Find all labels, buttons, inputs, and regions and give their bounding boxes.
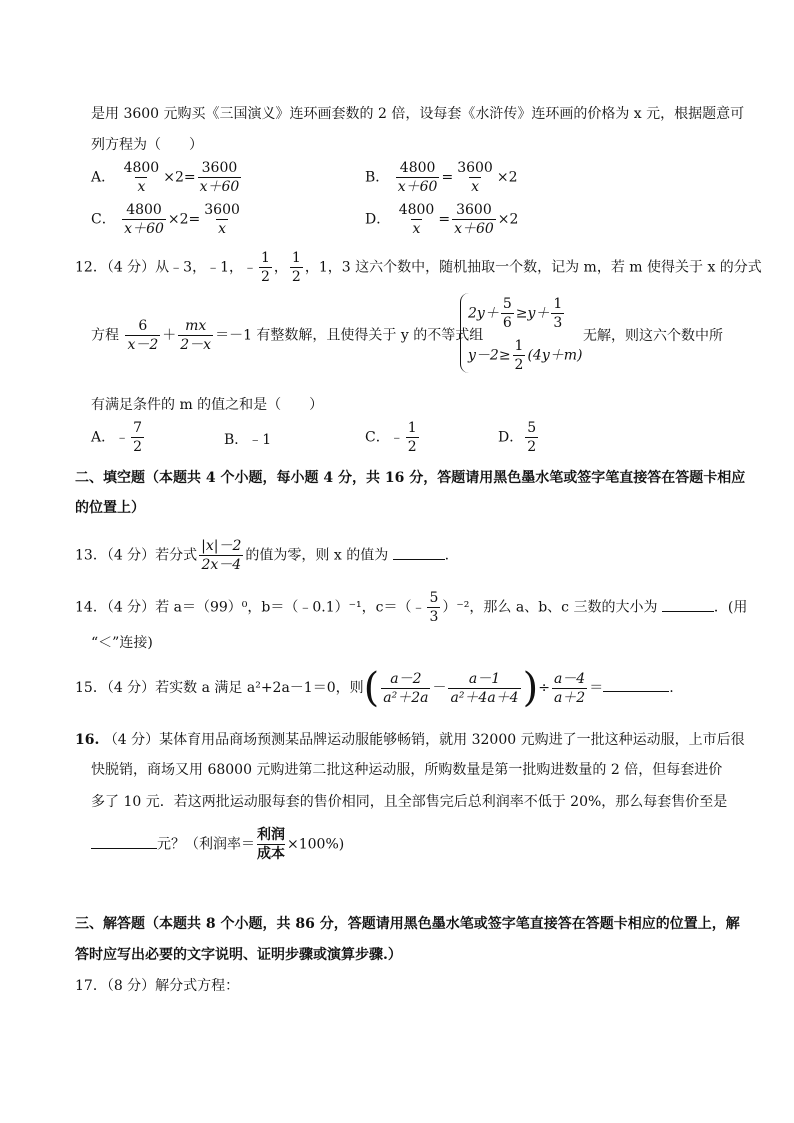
fraction: $\frac{4800}{x+60}$ (124, 202, 164, 237)
fraction: $\frac{1}{2}$ (291, 250, 301, 285)
fraction: $\frac{1}{2}$ (261, 250, 270, 285)
fraction: $\frac{3600}{x+60}$ (454, 202, 494, 237)
q14-line2: “＜”连接) (91, 635, 153, 651)
fraction: $\frac{3600}{x+60}$ (199, 160, 240, 195)
q11-option-d: D． $\frac{4800}{x}$ = $\frac{3600}{x+60}$ ×2 (365, 202, 519, 237)
q11-option-b: B． $\frac{4800}{x+60}$ = $\frac{3600}{x}$ ×2 (365, 160, 518, 195)
fraction: $\frac{6}{x-2}$ (127, 318, 159, 353)
answer-blank[interactable] (603, 677, 669, 692)
inequality-row-1: 2y＋ $\frac{5}{6}$ ≥y＋ $\frac{1}{3}$ (468, 296, 563, 331)
fraction: $\frac{4800}{x}$ (398, 202, 435, 237)
fraction: $\frac{4800}{x+60}$ (397, 160, 438, 195)
q12-option-d: D． $\frac{5}{2}$ (498, 420, 537, 455)
fraction: $\frac{a-1}{\text{a²＋4a＋4}}$ (450, 670, 519, 706)
fraction: $\frac{3600}{x}$ (204, 202, 240, 237)
q17: 17．（8 分）解分式方程： (75, 978, 240, 994)
fraction: $\frac{1}{2}$ (514, 338, 524, 373)
q16-line4: 元？（利润率＝ $\frac{\text{利润}}{\text{成本}}$ ×100%) (91, 826, 344, 863)
fraction: $\frac{7}{2}$ (133, 420, 143, 455)
q16-line3: 多了 10 元．若这两批运动服每套的售价相同，且全部售完后总利润率不低于 20%，那么每套售价至是 (91, 794, 728, 810)
q12-line2: 方程 $\frac{6}{x-2}$ ＋ $\frac{mx}{2-x}$ ＝－1 有整数解，且使得关于 y 的不等式组 (91, 318, 484, 353)
section2-heading-line2: 的位置上） (75, 500, 145, 516)
section3-heading-line1: 三、解答题（本题共 8 个小题，共 86 分，答题请用黑色墨水笔或签字笔直接答在答题卡相应的位置上，解 (75, 916, 740, 932)
q11-line2: 列方程为（ ） (91, 137, 203, 153)
q16-line1: 16. （4 分）某体育用品商场预测某品牌运动服能够畅销，就用 32000 元购进了一批这种运动服，上市后很 (75, 732, 745, 748)
q12-option-c: C．﹣ $\frac{1}{2}$ (365, 420, 417, 455)
fraction: $\frac{|x|-2}{2x-4}$ (201, 538, 242, 573)
fraction: $\frac{5}{6}$ (502, 296, 512, 331)
fraction: $\frac{a-2}{\text{a²＋2a}}$ (383, 670, 429, 706)
answer-blank[interactable] (91, 834, 157, 849)
q15: 15．（4 分）若实数 a 满足 a²+2a－1＝0，则( $\frac{a-2}{\text{a²＋2a}}$ － $\frac{a-1}{\text{a²＋4a＋4}}$ )÷ $\frac{a-4}{a+2}$ ＝ . (75, 665, 674, 711)
fraction: $\frac{1}{2}$ (407, 420, 417, 455)
fraction: $\frac{mx}{2-x}$ (180, 318, 212, 353)
section3-heading-line2: 答时应写出必要的文字说明、证明步骤或演算步骤.） (75, 947, 402, 963)
section2-heading-line1: 二、填空题（本题共 4 个小题，每小题 4 分，共 16 分，答题请用黑色墨水笔或签字笔直接答在答题卡相应 (75, 470, 746, 486)
q11-line1: 是用 3600 元购买《三国演义》连环画套数的 2 倍，设每套《水浒传》连环画的价格为 x 元，根据题意可 (91, 106, 745, 122)
q12-line1: 12．（4 分）从﹣3，﹣1，﹣ $\frac{1}{2}$ ， $\frac{1}{2}$ ，1，3 这六个数中，随机抽取一个数，记为 m，若 m 使得关于 x 的分式 (75, 250, 762, 285)
q12-line3: 有满足条件的 m 的值之和是（ ） (91, 397, 324, 413)
q12-after-text: 无解，则这六个数中所 (583, 328, 723, 344)
fraction: $\frac{3600}{x}$ (457, 160, 493, 195)
q14-line1: 14．（4 分）若 a＝（99）⁰，b＝（﹣0.1）⁻¹，c＝（﹣ $\frac{5}{3}$ ）⁻²，那么 a、b、c 三数的大小为 ．(用 (75, 590, 748, 625)
fraction: $\frac{\text{利润}}{\text{成本}}$ (257, 827, 285, 862)
fraction: $\frac{1}{3}$ (553, 296, 563, 331)
q16-line2: 快脱销，商场又用 68000 元购进第二批这种运动服，所购数量是第一批购进数量的 2 倍，但每套进价 (91, 762, 723, 778)
q13: 13．（4 分）若分式 $\frac{|x|-2}{2x-4}$ 的值为零，则 x 的值为 . (75, 538, 450, 573)
q12-option-b: B．﹣1 (224, 432, 272, 448)
fraction: $\frac{a-4}{a+2}$ (553, 670, 586, 706)
q11-option-a: A． $\frac{4800}{x}$ ×2= $\frac{3600}{x+60}$ (91, 160, 240, 195)
answer-blank[interactable] (662, 597, 714, 612)
fraction: $\frac{5}{2}$ (527, 420, 537, 455)
fraction: $\frac{4800}{x}$ (123, 160, 160, 195)
q11-option-c: C． $\frac{4800}{x+60}$ ×2= $\frac{3600}{x}$ (91, 202, 240, 237)
fraction: $\frac{5}{3}$ (429, 590, 439, 625)
q12-option-a: A．﹣ $\frac{7}{2}$ (91, 420, 143, 455)
inequality-row-2: y－2≥ $\frac{1}{2}$ (4y＋m) (468, 338, 583, 373)
answer-blank[interactable] (393, 545, 445, 560)
